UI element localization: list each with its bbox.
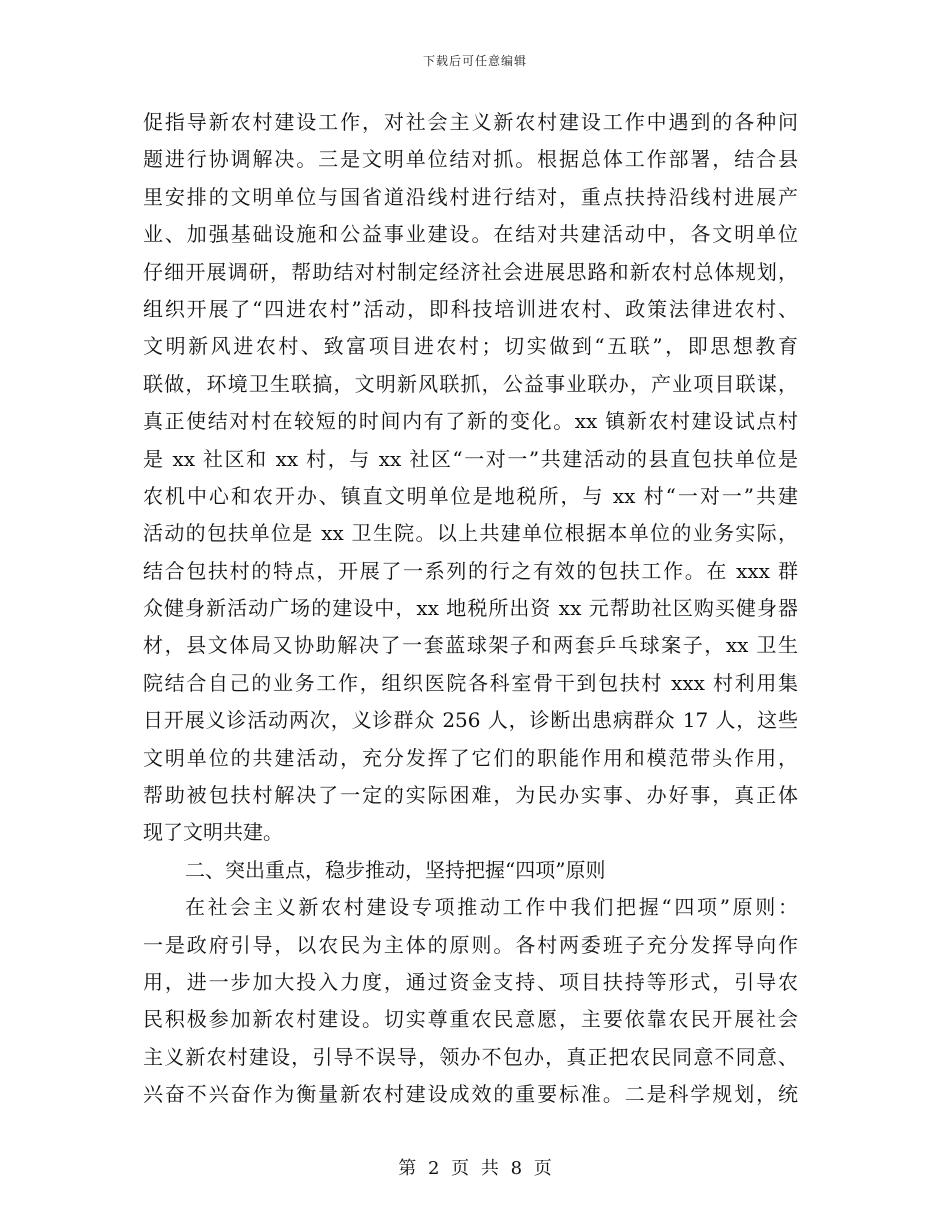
paragraph-line: 仔细开展调研，帮助结对村制定经济社会进展思路和新农村总体规划， (143, 259, 798, 284)
paragraph-line: 主义新农村建设，引导不误导，领办不包办，真正把农民同意不同意、 (143, 1044, 798, 1069)
paragraph-line: 文明新风进农村、致富项目进农村；切实做到“五联”，即思想教育 (143, 334, 798, 359)
paragraph-line: 民积极参加新农村建设。切实尊重农民意愿，主要依靠农民开展社会 (143, 1007, 798, 1032)
paragraph-line: 院结合自己的业务工作，组织医院各科室骨干到包扶村 xxx 村利用集 (143, 670, 798, 695)
section-heading: 二、突出重点，稳步推动，坚持把握“四项”原则 (185, 857, 606, 882)
paragraph-line: 结合包扶村的特点，开展了一系列的行之有效的包扶工作。在 xxx 群 (143, 558, 798, 583)
paragraph-line: 题进行协调解决。三是文明单位结对抓。根据总体工作部署，结合县 (143, 147, 798, 172)
paragraph-line: 用，进一步加大投入力度，通过资金支持、项目扶持等形式，引导农 (143, 969, 798, 994)
paragraph-line: 在社会主义新农村建设专项推动工作中我们把握“四项”原则： (185, 895, 798, 920)
paragraph-line: 兴奋不兴奋作为衡量新农村建设成效的重要标准。二是科学规划，统 (143, 1082, 798, 1107)
paragraph-line: 帮助被包扶村解决了一定的实际困难，为民办实事、办好事，真正体 (143, 783, 798, 808)
paragraph-line: 材，县文体局又协助解决了一套蓝球架子和两套乒乓球案子，xx 卫生 (143, 633, 798, 658)
paragraph-line: 业、加强基础设施和公益事业建设。在结对共建活动中，各文明单位 (143, 222, 798, 247)
paragraph-line: 活动的包扶单位是 xx 卫生院。以上共建单位根据本单位的业务实际， (143, 521, 798, 546)
paragraph-line: 众健身新活动广场的建设中，xx 地税所出资 xx 元帮助社区购买健身器 (143, 596, 798, 621)
paragraph-line: 是 xx 社区和 xx 村，与 xx 社区“一对一”共建活动的县直包扶单位是 (143, 446, 798, 471)
paragraph-line: 文明单位的共建活动，充分发挥了它们的职能作用和模范带头作用， (143, 745, 798, 770)
page-header: 下载后可任意编辑 (422, 54, 527, 68)
paragraph-line: 联做，环境卫生联搞，文明新风联抓，公益事业联办，产业项目联谋， (143, 371, 798, 396)
paragraph-line: 真正使结对村在较短的时间内有了新的变化。xx 镇新农村建设试点村 (143, 409, 798, 434)
paragraph-line: 现了文明共建。 (143, 820, 283, 845)
paragraph-line: 里安排的文明单位与国省道沿线村进行结对，重点扶持沿线村进展产 (143, 184, 798, 209)
paragraph-line: 农机中心和农开办、镇直文明单位是地税所，与 xx 村“一对一”共建 (143, 483, 798, 508)
paragraph-line: 一是政府引导，以农民为主体的原则。各村两委班子充分发挥导向作 (143, 932, 798, 957)
paragraph-line: 日开展义诊活动两次，义诊群众 256 人，诊断出患病群众 17 人，这些 (143, 708, 798, 733)
page-number: 第 2 页 共 8 页 (398, 1158, 552, 1179)
paragraph-line: 促指导新农村建设工作，对社会主义新农村建设工作中遇到的各种问 (143, 110, 798, 134)
paragraph-line: 组织开展了“四进农村”活动，即科技培训进农村、政策法律进农村、 (143, 296, 798, 321)
document-body (143, 104, 798, 1114)
